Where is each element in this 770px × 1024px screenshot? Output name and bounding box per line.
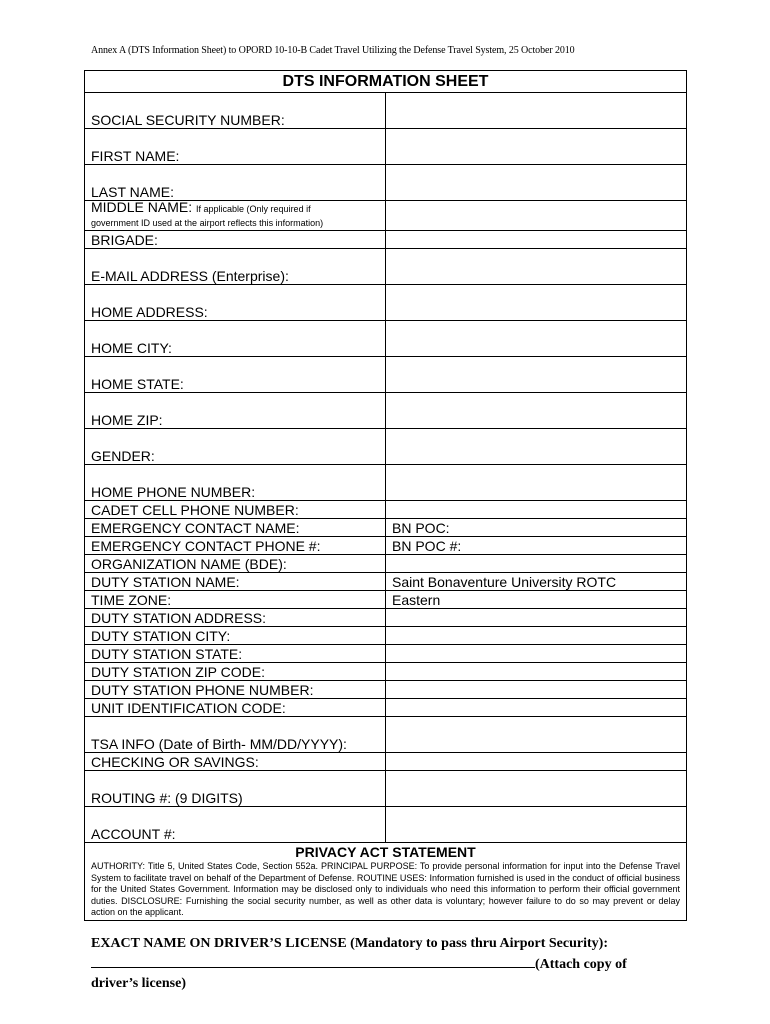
drivers-license-end: driver’s license)	[91, 976, 186, 991]
field-home-address[interactable]	[386, 285, 687, 321]
label-home-zip: HOME ZIP:	[85, 393, 386, 429]
field-home-state[interactable]	[386, 357, 687, 393]
label-duty-zip: DUTY STATION ZIP CODE:	[85, 663, 386, 681]
field-gender[interactable]	[386, 429, 687, 465]
label-time-zone: TIME ZONE:	[85, 591, 386, 609]
field-tsa-info[interactable]	[386, 717, 687, 753]
label-ssn: SOCIAL SECURITY NUMBER:	[85, 93, 386, 129]
label-last-name: LAST NAME:	[85, 165, 386, 201]
label-gender: GENDER:	[85, 429, 386, 465]
label-routing: ROUTING #: (9 DIGITS)	[85, 771, 386, 807]
field-routing[interactable]	[386, 771, 687, 807]
label-home-state: HOME STATE:	[85, 357, 386, 393]
field-first-name[interactable]	[386, 129, 687, 165]
label-checking-savings: CHECKING OR SAVINGS:	[85, 753, 386, 771]
field-org-name[interactable]	[386, 555, 687, 573]
form-title: DTS INFORMATION SHEET	[85, 71, 687, 93]
field-brigade[interactable]	[386, 231, 687, 249]
field-middle-name[interactable]	[386, 201, 687, 231]
field-email[interactable]	[386, 249, 687, 285]
dts-information-table	[84, 70, 687, 921]
field-home-phone[interactable]	[386, 465, 687, 501]
drivers-license-heading: EXACT NAME ON DRIVER’S LICENSE (Mandatory to pass thru Airport Security):	[91, 936, 608, 951]
field-account[interactable]	[386, 807, 687, 843]
privacy-act-title: PRIVACY ACT STATEMENT	[295, 844, 476, 860]
field-duty-zip[interactable]	[386, 663, 687, 681]
label-bn-poc[interactable]: BN POC:	[386, 519, 687, 537]
field-duty-city[interactable]	[386, 627, 687, 645]
label-bn-poc-number[interactable]: BN POC #:	[386, 537, 687, 555]
label-home-address: HOME ADDRESS:	[85, 285, 386, 321]
attach-copy-text: (Attach copy of	[535, 957, 627, 972]
field-ssn[interactable]	[386, 93, 687, 129]
privacy-act-section	[85, 843, 687, 921]
field-last-name[interactable]	[386, 165, 687, 201]
field-checking-savings[interactable]	[386, 753, 687, 771]
label-account: ACCOUNT #:	[85, 807, 386, 843]
field-home-city[interactable]	[386, 321, 687, 357]
label-duty-city: DUTY STATION CITY:	[85, 627, 386, 645]
privacy-act-text: AUTHORITY: Title 5, United States Code, Section 552a. PRINCIPAL PURPOSE: To provide personal information for input into the Defense Travel System to facilitate travel on behalf of the Department of Defense. ROUTINE USES: Information furnished is used in the conduct of official business for the United States Government. Information may be disclosed only to individuals who need this information to perform their official government duties. DISCLOSURE: Furnishing the social security number, as well as other data is voluntary; however failure to do so may prevent or delay action on the applicant.	[91, 861, 680, 917]
field-duty-phone[interactable]	[386, 681, 687, 699]
label-home-phone: HOME PHONE NUMBER:	[85, 465, 386, 501]
label-middle-name	[85, 201, 386, 231]
drivers-license-line-row	[91, 953, 691, 974]
middle-name-note-2: government ID used at the airport reflects this information)	[91, 218, 324, 228]
label-duty-state: DUTY STATION STATE:	[85, 645, 386, 663]
label-duty-station-name: DUTY STATION NAME:	[85, 573, 386, 591]
field-duty-station-name[interactable]: Saint Bonaventure University ROTC	[386, 573, 687, 591]
label-duty-phone: DUTY STATION PHONE NUMBER:	[85, 681, 386, 699]
field-duty-address[interactable]	[386, 609, 687, 627]
field-unit-code[interactable]	[386, 699, 687, 717]
label-cadet-cell: CADET CELL PHONE NUMBER:	[85, 501, 386, 519]
label-tsa-info: TSA INFO (Date of Birth- MM/DD/YYYY):	[85, 717, 386, 753]
drivers-license-section	[91, 934, 691, 993]
field-time-zone[interactable]: Eastern	[386, 591, 687, 609]
field-home-zip[interactable]	[386, 393, 687, 429]
label-first-name: FIRST NAME:	[85, 129, 386, 165]
middle-name-note: If applicable (Only required if	[196, 204, 311, 214]
label-brigade: BRIGADE:	[85, 231, 386, 249]
label-duty-address: DUTY STATION ADDRESS:	[85, 609, 386, 627]
label-emergency-name: EMERGENCY CONTACT NAME:	[85, 519, 386, 537]
middle-name-text: MIDDLE NAME:	[91, 200, 193, 215]
field-cadet-cell[interactable]	[386, 501, 687, 519]
label-emergency-phone: EMERGENCY CONTACT PHONE #:	[85, 537, 386, 555]
label-email: E-MAIL ADDRESS (Enterprise):	[85, 249, 386, 285]
page-header: Annex A (DTS Information Sheet) to OPORD 10-10-B Cadet Travel Utilizing the Defense Travel System, 25 October 2010	[91, 45, 575, 56]
label-unit-code: UNIT IDENTIFICATION CODE:	[85, 699, 386, 717]
label-org-name: ORGANIZATION NAME (BDE):	[85, 555, 386, 573]
field-duty-state[interactable]	[386, 645, 687, 663]
label-home-city: HOME CITY:	[85, 321, 386, 357]
drivers-license-name-line[interactable]	[91, 953, 535, 968]
